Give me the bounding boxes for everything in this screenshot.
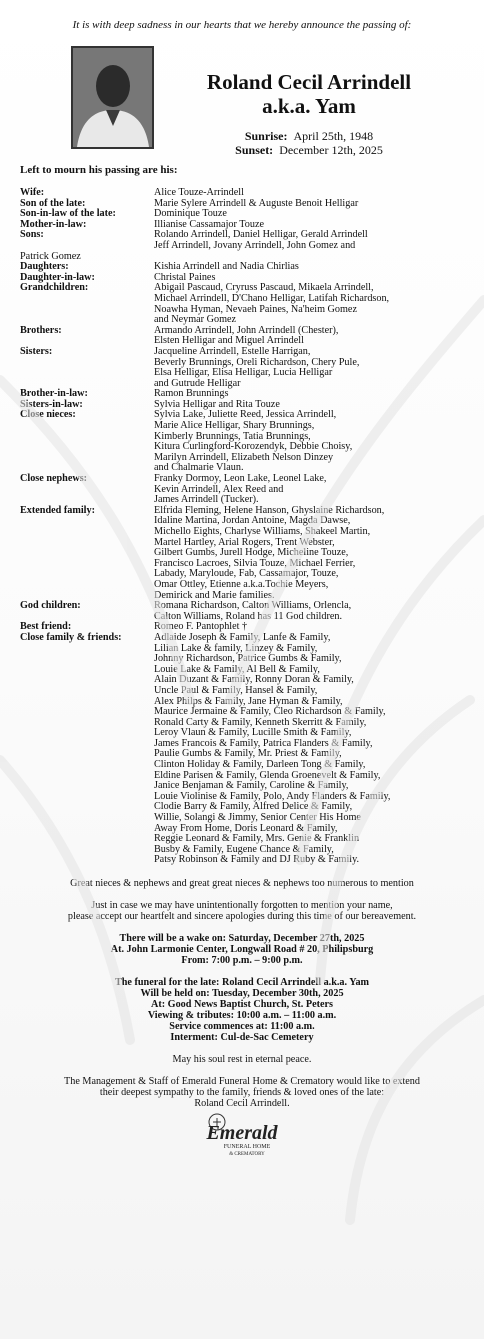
closing-line: their deepest sympathy to the family, friends & loved ones of the late: — [99, 1087, 385, 1098]
entry-label: Close nieces: — [20, 409, 76, 421]
entry-line: Johnny Richardson, Patrice Gumbs & Family, — [154, 653, 342, 665]
entry-line: Sylvia Helligar and Rita Touze — [154, 398, 280, 410]
logo-subtitle-2: & CREMATORY — [229, 1152, 265, 1156]
entry-line: Omar Ottley, Etienne a.k.a.Tochie Meyers, — [154, 578, 329, 590]
entry-line: Willie, Solangi & Jimmy, Senior Center His Home — [154, 812, 361, 824]
entry-line: Away From Home, Doris Leonard & Family, — [154, 822, 338, 834]
entry-line: Rolando Arrindell, Daniel Helligar, Gerald Arrindell — [154, 229, 368, 241]
entry-line: Labady, Maryloude, Fab, Cassamajor, Touze, — [154, 568, 339, 580]
entry-line: Elfrida Fleming, Helene Hanson, Ghyslaine Richardson, — [154, 504, 385, 516]
entry-label: Sisters-in-law: — [20, 398, 83, 410]
entry-line: Clinton Holiday & Family, Darleen Tong & Family, — [154, 759, 366, 771]
entry-line: Maurice Jermaine & Family, Cleo Richardson & Family, — [154, 706, 386, 718]
entry-line: Clodie Barry & Family, Alfred Delice & Family, — [154, 801, 353, 813]
entry-label: Son-in-law of the late: — [20, 208, 116, 220]
entry-line: Francisco Lacroes, Silvia Touze, Michael Ferrier, — [154, 557, 356, 569]
entry-line: Elsten Helligar and Miguel Arrindell — [154, 335, 304, 347]
entry-line: Ramon Brunnings — [154, 388, 229, 400]
sunset-line: Sunset: December 12th, 2025 — [235, 143, 383, 157]
entry-line: Gilbert Gumbs, Jurell Hodge, Micheline Touze, — [154, 547, 349, 559]
funeral-line: The funeral for the late: Roland Cecil Arrindell a.k.a. Yam — [114, 977, 370, 988]
entry-label: Brother-in-law: — [20, 388, 88, 400]
entry-line: Alice Touze-Arrindell — [154, 187, 244, 198]
family-entry — [20, 601, 464, 622]
portrait-photo — [71, 46, 154, 149]
deceased-nickname: a.k.a. Yam — [262, 94, 356, 118]
logo-subtitle: FUNERAL HOME — [223, 1144, 271, 1150]
family-entry — [20, 326, 464, 347]
great-nieces-note: Great nieces & nephews and great great nieces & nephews too numerous to mention — [70, 878, 414, 889]
deceased-name: Roland Cecil Arrindell — [206, 70, 412, 94]
entry-label: Wife: — [20, 187, 45, 198]
entry-label: Close family & friends: — [20, 631, 122, 643]
entry-value — [154, 601, 464, 622]
entry-line: Calton Williams, Roland has 11 God children. — [154, 610, 343, 622]
entry-line: Reggie Leonard & Family, Mrs. Genie & Franklin — [154, 833, 360, 845]
entry-line: Marilyn Arrindell, Elizabeth Nelson Dinzey — [154, 451, 334, 463]
entry-value — [154, 633, 464, 866]
closing-line: Roland Cecil Arrindell. — [194, 1098, 290, 1109]
entry-line: Jacqueline Arrindell, Estelle Harrigan, — [154, 345, 311, 357]
wake-line: From: 7:00 p.m. – 9:00 p.m. — [181, 955, 303, 966]
entry-label: Extended family: — [20, 504, 95, 516]
family-entry — [20, 410, 464, 474]
family-entry — [20, 283, 464, 325]
family-entry — [20, 347, 464, 389]
entry-line: Uncle Paul & Family, Hansel & Family, — [154, 684, 318, 696]
entry-line: Ronald Carty & Family, Kenneth Skerritt & Family, — [154, 716, 367, 728]
intro-text: It is with deep sadness in our hearts that we hereby announce the passing of: — [72, 19, 412, 31]
mourn-heading: Left to mourn his passing are his: — [20, 164, 178, 176]
entry-label: Best friend: — [20, 621, 72, 633]
entry-line: and Gutrude Helligar — [154, 377, 241, 389]
entry-line: Demirick and Marie families. — [154, 589, 275, 601]
funeral-line: Interment: Cul-de-Sac Cemetery — [170, 1032, 314, 1043]
entry-line: Martel Hartley, Arial Rogers, Trent Webster, — [154, 536, 335, 548]
entry-line: Kimberly Brunnings, Tatia Brunnings, — [154, 430, 311, 442]
entry-line: Elsa Helligar, Elisa Helligar, Lucia Helligar — [154, 367, 333, 379]
entry-line: Janice Benjaman & Family, Caroline & Family, — [154, 780, 349, 792]
entry-value — [154, 347, 464, 389]
entry-line: Busby & Family, Eugene Chance & Family, — [154, 843, 334, 855]
entry-line: Alain Duzant & Family, Ronny Doran & Family, — [154, 674, 354, 686]
emerald-logo — [20, 1112, 464, 1156]
entry-line: Franky Dormoy, Leon Lake, Leonel Lake, — [154, 473, 327, 485]
closing-block — [20, 1076, 464, 1109]
entry-line: Patsy Robinson & Family and DJ Ruby & Family. — [154, 854, 360, 866]
closing-line: The Management & Staff of Emerald Funeral Home & Crematory would like to extend — [64, 1076, 420, 1087]
funeral-block — [20, 977, 464, 1043]
entry-value — [154, 474, 464, 506]
entry-line: Leroy Vlaun & Family, Lucille Smith & Family, — [154, 727, 352, 739]
entry-label: Close nephews: — [20, 473, 88, 485]
entry-line: Noawha Hyman, Nevaeh Paines, Na'heim Gomez — [154, 303, 357, 315]
entry-value — [154, 410, 464, 474]
family-entry — [20, 633, 464, 866]
family-entry — [20, 506, 464, 601]
logo-wordmark: Emerald — [206, 1122, 278, 1144]
entry-line: Kevin Arrindell, Alex Reed and — [154, 483, 284, 495]
entry-line: Christal Paines — [154, 271, 216, 283]
family-entry — [20, 230, 464, 251]
entry-line: Kishia Arrindell and Nadia Chirlias — [154, 261, 299, 273]
entry-line: and Chalmarie Vlaun. — [154, 462, 244, 474]
wake-block — [20, 933, 464, 966]
funeral-line: Service commences at: 11:00 a.m. — [169, 1021, 315, 1032]
sunrise-line: Sunrise: April 25th, 1948 — [244, 129, 374, 143]
rest-in-peace: May his soul rest in eternal peace. — [172, 1054, 312, 1065]
entry-label: Brothers: — [20, 324, 62, 336]
entry-line: Sylvia Lake, Juliette Reed, Jessica Arrindell, — [154, 409, 337, 421]
entry-line: Beverly Brunnings, Oreli Richardson, Chery Pule, — [154, 356, 360, 368]
entry-value — [154, 326, 464, 347]
funeral-line: At: Good News Baptist Church, St. Peters — [150, 999, 334, 1010]
wake-line: There will be a wake on: Saturday, December 27th, 2025 — [119, 933, 365, 944]
apology-line: Just in case we may have unintentionally forgotten to mention your name, — [91, 900, 393, 911]
entry-line: Idaline Martina, Jordan Antoine, Magda Dawse, — [154, 515, 351, 527]
entry-line: James Francois & Family, Patrica Flanders & Family, — [154, 737, 373, 749]
funeral-line: Viewing & tributes: 10:00 a.m. – 11:00 a.m. — [147, 1010, 337, 1021]
family-list — [20, 188, 464, 866]
entry-line: Romeo F. Pantophlet † — [154, 621, 248, 633]
wake-line: At. John Larmonie Center, Longwall Road # 20, Philipsburg — [110, 944, 374, 955]
entry-label: Sons: — [20, 229, 44, 241]
entry-line: Alex Philps & Family, Jane Hyman & Family, — [154, 695, 343, 707]
entry-line: Louie Lake & Family, Al Bell & Family, — [154, 663, 320, 675]
entry-label: God children: — [20, 600, 81, 612]
entry-label: Sisters: — [20, 345, 53, 357]
entry-line: Michael Arrindell, D'Chano Helligar, Latifah Richardson, — [154, 292, 390, 304]
entry-line: Eldine Parisen & Family, Glenda Groenevelt & Family, — [154, 769, 381, 781]
funeral-line: Will be held on: Tuesday, December 30th, 2025 — [140, 988, 344, 999]
entry-label: Grandchildren: — [20, 282, 89, 294]
entry-line: Jeff Arrindell, Jovany Arrindell, John Gomez and — [154, 239, 356, 251]
family-entry — [20, 474, 464, 506]
entry-line: Armando Arrindell, John Arrindell (Chester), — [154, 324, 339, 336]
entry-line: James Arrindell (Tucker). — [154, 494, 259, 506]
entry-line: Illianise Cassamajor Touze — [154, 218, 264, 230]
entry-line: Romana Richardson, Calton Williams, Orlencla, — [154, 600, 352, 612]
apology-line: please accept our heartfelt and sincere apologies during this time of our bereavement. — [67, 911, 417, 922]
entry-line: Marie Sylere Arrindell & Auguste Benoit Helligar — [154, 197, 359, 209]
entry-line: and Neymar Gomez — [154, 314, 237, 326]
entry-line: Marie Alice Helligar, Shary Brunnings, — [154, 420, 315, 432]
entry-label: Mother-in-law: — [20, 218, 87, 230]
entry-value — [154, 283, 464, 325]
entry-line: Lilian Lake & family, Linzey & Family, — [154, 642, 318, 654]
family-entry — [20, 188, 464, 199]
entry-value — [154, 506, 464, 601]
entry-line: Louie Violinise & Family, Polo, Andy Flanders & Family, — [154, 790, 391, 802]
entry-line: Paulie Gumbs & Family, Mr. Priest & Family, — [154, 748, 342, 760]
entry-value — [154, 230, 464, 251]
header — [20, 46, 464, 158]
entry-line: Dominique Touze — [154, 208, 227, 220]
entry-line: Kitura Curlingford-Korozendyk, Debbie Choisy, — [154, 441, 353, 453]
entry-label: Daughters: — [20, 261, 69, 273]
apology-block — [20, 900, 464, 922]
life-dates — [154, 129, 464, 157]
entry-label: Son of the late: — [20, 197, 86, 209]
name-block — [154, 46, 464, 157]
entry-continuation-line: Patrick Gomez — [20, 250, 81, 262]
entry-line: Michello Eights, Charlyse Williams, Shakeel Martin, — [154, 526, 371, 537]
entry-label: Daughter-in-law: — [20, 271, 95, 283]
entry-line: Adlaide Joseph & Family, Lanfe & Family, — [154, 631, 331, 643]
entry-line: Abigail Pascaud, Cryruss Pascaud, Mikaela Arrindell, — [154, 282, 374, 294]
entry-value — [154, 188, 464, 199]
